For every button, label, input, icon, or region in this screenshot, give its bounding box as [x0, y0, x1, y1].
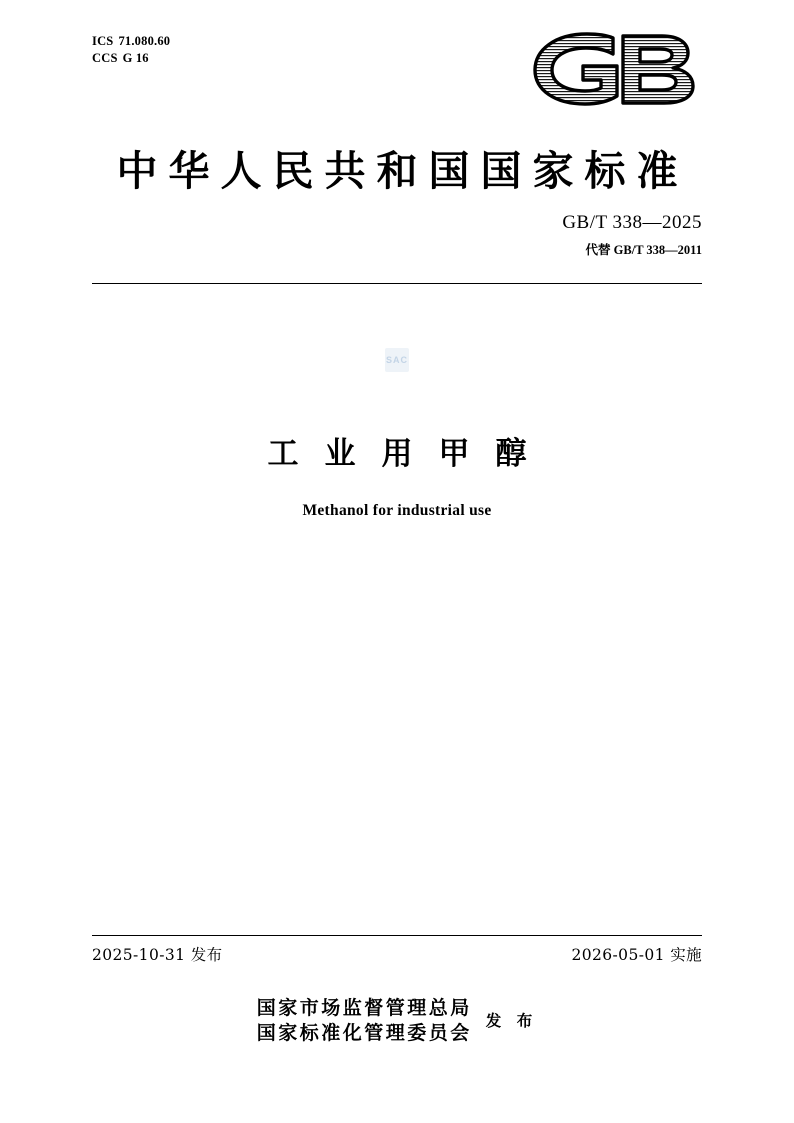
- classification-block: [92, 33, 170, 67]
- issuer-names: [257, 996, 472, 1046]
- document-title-en: Methanol for industrial use: [302, 502, 492, 519]
- divider-top: [92, 283, 702, 284]
- issuer-line-1: 国家市场监督管理总局: [256, 997, 472, 1019]
- publish-label: 发 布: [485, 1011, 538, 1030]
- ics-value: 71.080.60: [118, 34, 171, 48]
- ccs-line: [92, 50, 170, 67]
- issuer-line-2: 国家标准化管理委员会: [256, 1022, 472, 1044]
- ics-line: [92, 33, 170, 50]
- dates-row: [92, 943, 702, 969]
- issue-date: 2025-10-31 发布: [92, 946, 223, 964]
- standard-number: GB/T 338—2025: [562, 212, 702, 233]
- implementation-date: 2026-05-01 实施: [571, 946, 702, 964]
- national-standard-title: 中华人民共和国国家标准: [116, 147, 689, 195]
- gb-logo-icon: [527, 28, 702, 110]
- ccs-value: G 16: [122, 51, 149, 65]
- ics-label: ICS: [92, 34, 114, 48]
- standard-replaces: 代替 GB/T 338—2011: [585, 243, 702, 257]
- ccs-label: CCS: [92, 51, 118, 65]
- divider-bottom: [92, 935, 702, 936]
- watermark: [0, 348, 794, 372]
- standard-number-block: [562, 212, 702, 258]
- watermark-mark: SAC: [385, 348, 409, 372]
- issuing-bodies: [0, 996, 794, 1046]
- document-title-cn: 工业用甲醇: [267, 436, 553, 472]
